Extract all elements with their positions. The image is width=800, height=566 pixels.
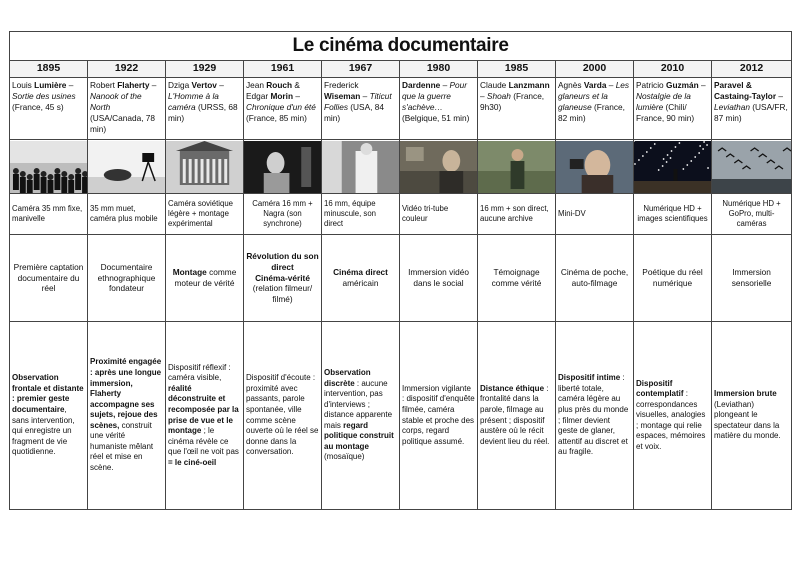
director-name: Varda — [583, 80, 607, 90]
style-text: comme moteur de vérité — [174, 267, 237, 288]
director-name: Rouch — [266, 80, 293, 90]
year-cell: 1967 — [322, 61, 400, 78]
film-cell — [634, 78, 712, 140]
director-firstname: Claude — [480, 80, 509, 90]
year-cell: 1922 — [88, 61, 166, 78]
observation-cell — [478, 322, 556, 510]
technique-cell: 16 mm, équipe minuscule, son direct — [322, 194, 400, 235]
style-row — [10, 235, 792, 322]
observation-row — [10, 322, 792, 510]
year-cell: 1929 — [166, 61, 244, 78]
film-info: (USA/Canada, 78 min) — [90, 112, 156, 134]
film-still-image — [478, 141, 555, 193]
director-name: Paravel & Castaing-Taylor — [714, 80, 777, 101]
film-title: Leviathan — [714, 101, 750, 112]
film-still-cell — [322, 140, 400, 194]
observation-cell — [244, 322, 322, 510]
style-bold: Montage — [172, 267, 207, 278]
film-title: Pour que la guerre s'achève… — [402, 80, 468, 112]
observation-cell — [88, 322, 166, 510]
style-text: américain — [342, 278, 379, 288]
director-sep: – — [216, 80, 224, 90]
style-cell — [478, 235, 556, 322]
film-still-cell — [166, 140, 244, 194]
film-cell — [478, 78, 556, 140]
style-bold: Cinéma direct — [333, 267, 388, 278]
observation-cell — [400, 322, 478, 510]
observation-cell — [10, 322, 88, 510]
obs-text: : correspondances visuelles, analogies ; montage qui relie espaces, mémoires et voix. — [636, 389, 706, 451]
film-still-cell — [712, 140, 792, 194]
obs-bold: réalité déconstruite et recomposée par la prise de vue et le montage — [168, 383, 239, 436]
obs-text: Immersion vigilante : dispositif d'enquête filmée, caméra stable et proche des corps, regard politique assumé. — [402, 383, 475, 446]
film-still-image — [712, 141, 791, 193]
director-name: Morin — [270, 90, 294, 101]
film-still-cell — [478, 140, 556, 194]
observation-cell — [712, 322, 792, 510]
year-cell: 1961 — [244, 61, 322, 78]
director-sep: – — [606, 80, 616, 90]
film-info: (France, 85 min) — [246, 112, 307, 123]
film-still-cell — [556, 140, 634, 194]
obs-bold: Distance éthique — [480, 383, 545, 393]
technique-row — [10, 194, 792, 235]
style-text: (relation filmeur/ filmé) — [252, 283, 313, 305]
observation-cell — [634, 322, 712, 510]
year-cell: 1895 — [10, 61, 88, 78]
technique-cell: Mini-DV — [556, 194, 634, 235]
year-cell: 2000 — [556, 61, 634, 78]
style-text: Immersion sensorielle — [731, 267, 772, 288]
director-firstname: Frederick — [324, 80, 359, 90]
director-firstname: Robert — [90, 80, 118, 90]
year-cell: 2010 — [634, 61, 712, 78]
technique-cell: Numérique HD + GoPro, multi-caméras — [712, 194, 792, 235]
director-firstname: Dziga — [168, 80, 192, 90]
style-cell — [166, 235, 244, 322]
documentary-table — [9, 31, 792, 510]
film-still-cell — [10, 140, 88, 194]
obs-text: : frontalité dans la parole, filmage au présent ; dispositif austère où le récit devient lieu du réel. — [480, 383, 550, 446]
obs-bold: Dispositif intime — [558, 373, 621, 383]
obs-text: : liberté totale, caméra légère au plus près du monde ; filmer devient geste de glaner, attentif au discret et au fragile. — [558, 373, 629, 457]
director-name: Wiseman — [324, 90, 361, 101]
style-text: Cinéma de poche, auto-filmage — [560, 267, 629, 288]
director-firstname: Louis — [12, 80, 35, 90]
film-still-image — [556, 141, 633, 193]
technique-cell: Vidéo tri-tube couleur — [400, 194, 478, 235]
film-cell — [10, 78, 88, 140]
director-sep: – — [698, 80, 706, 90]
film-cell — [244, 78, 322, 140]
film-title: Nostalgie de la lumière — [636, 90, 691, 112]
director-sep: & Edgar — [246, 80, 300, 101]
director-name: Dardenne — [402, 80, 441, 90]
obs-bold: Immersion brute — [714, 389, 777, 399]
director-name: Lumière — [34, 80, 67, 90]
film-title: Les glaneurs et la glaneuse — [558, 80, 630, 112]
film-title: L'Homme à la caméra — [168, 90, 219, 112]
film-still-image — [166, 141, 243, 193]
film-info: (Belgique, 51 min) — [402, 112, 470, 123]
film-info: (USA/FR, 87 min) — [714, 101, 788, 123]
years-row — [10, 61, 792, 78]
film-still-image — [10, 141, 87, 193]
style-cell — [88, 235, 166, 322]
director-name: Flaherty — [117, 80, 150, 90]
director-sep: – — [293, 90, 300, 101]
obs-bold: regard politique construit au montage — [324, 420, 394, 451]
style-cell — [556, 235, 634, 322]
obs-bold: Proximité engagée : après une longue immersion, Flaherty accompagne ses sujets, rejoue des scènes, — [90, 357, 162, 430]
film-cell — [400, 78, 478, 140]
director-sep: – — [149, 80, 157, 90]
obs-text: ; le cinéma révèle ce que l'œil ne voit pas — [168, 426, 239, 457]
film-cell — [712, 78, 792, 140]
film-info: (USA, 84 min) — [324, 101, 384, 123]
style-bold: Révolution du son direct — [246, 250, 319, 272]
technique-cell: Numérique HD + images scientifiques — [634, 194, 712, 235]
film-still-image — [400, 141, 477, 193]
style-cell — [712, 235, 792, 322]
film-info: (Chili/ France, 90 min) — [636, 101, 695, 123]
year-cell: 1985 — [478, 61, 556, 78]
style-text: Documentaire ethnographique fondateur — [97, 261, 156, 294]
film-title: Titicut Follies — [324, 90, 392, 112]
film-still-image — [244, 141, 321, 193]
director-sep: – — [776, 90, 784, 101]
film-still-cell — [634, 140, 712, 194]
technique-cell: 35 mm muet, caméra plus mobile — [88, 194, 166, 235]
stills-row — [10, 140, 792, 194]
style-cell — [400, 235, 478, 322]
director-sep: – — [360, 90, 370, 101]
observation-cell — [556, 322, 634, 510]
film-still-cell — [244, 140, 322, 194]
obs-text: Dispositif d'écoute : proximité avec passants, parole spontanée, ville comme scène ouverte où le réel se donne dans la conversation. — [246, 373, 319, 457]
obs-bold: Observation discrète — [324, 368, 371, 388]
style-cell — [322, 235, 400, 322]
film-info: (URSS, 68 min) — [168, 101, 238, 123]
technique-cell: Caméra 16 mm + Nagra (son synchrone) — [244, 194, 322, 235]
film-info: (France, 9h30) — [480, 90, 545, 112]
technique-cell: Caméra soviétique légère + montage expérimental — [166, 194, 244, 235]
style-cell — [10, 235, 88, 322]
director-sep: – — [66, 80, 74, 90]
film-title: Sortie des usines — [12, 90, 76, 101]
director-name: Guzmán — [665, 80, 699, 90]
observation-cell — [322, 322, 400, 510]
obs-text: Dispositif réflexif : caméra visible, — [168, 362, 231, 383]
obs-text: construit une vérité humaniste mêlant réel et mise en scène. — [90, 420, 154, 472]
style-cell — [244, 235, 322, 322]
film-info: (France, 82 min) — [558, 101, 625, 123]
obs-bold: = le ciné-oeil — [168, 457, 217, 467]
year-cell: 1980 — [400, 61, 478, 78]
director-firstname: Patricio — [636, 80, 666, 90]
obs-text: (mosaïque) — [324, 452, 365, 462]
director-firstname: Jean — [246, 80, 267, 90]
film-title: Nanook of the North — [90, 90, 142, 112]
style-text: Première captation documentaire du réel — [13, 261, 84, 294]
page-title: Le cinéma documentaire — [10, 32, 792, 61]
film-title: Chronique d'un été — [246, 101, 316, 112]
film-still-cell — [88, 140, 166, 194]
director-firstname: Agnès — [558, 80, 584, 90]
obs-text: , sans intervention, qui enregistre un fragment de vie quotidienne. — [12, 404, 75, 457]
director-name: Lanzmann — [508, 80, 550, 90]
director-sep: – — [440, 80, 450, 90]
year-cell: 2012 — [712, 61, 792, 78]
director-name: Vertov — [191, 80, 217, 90]
style-text: Témoignage comme vérité — [491, 267, 542, 288]
film-cell — [88, 78, 166, 140]
film-still-cell — [400, 140, 478, 194]
film-cell — [322, 78, 400, 140]
style-cell — [634, 235, 712, 322]
film-cell — [556, 78, 634, 140]
observation-cell — [166, 322, 244, 510]
films-row — [10, 78, 792, 140]
style-text: Poétique du réel numérique — [642, 267, 703, 288]
obs-text: (Leviathan) plongeant le spectateur dans la matière du monde. — [714, 399, 781, 441]
director-sep: – — [480, 90, 487, 101]
obs-bold: Observation frontale et distante : premier geste documentaire — [12, 373, 84, 414]
film-still-image — [634, 141, 711, 193]
style-text: Immersion vidéo dans le social — [408, 267, 469, 288]
film-cell — [166, 78, 244, 140]
film-info: (France, 45 s) — [12, 101, 64, 112]
obs-text: : aucune intervention, pas d'interviews ; distance apparente mais — [324, 378, 393, 430]
film-title: Shoah — [486, 90, 511, 101]
film-still-image — [88, 141, 165, 193]
obs-bold: Dispositif contemplatif — [636, 378, 684, 399]
film-still-image — [322, 141, 399, 193]
style-bold: Cinéma-vérité — [255, 272, 310, 283]
technique-cell: Caméra 35 mm fixe, manivelle — [10, 194, 88, 235]
technique-cell: 16 mm + son direct, aucune archive — [478, 194, 556, 235]
